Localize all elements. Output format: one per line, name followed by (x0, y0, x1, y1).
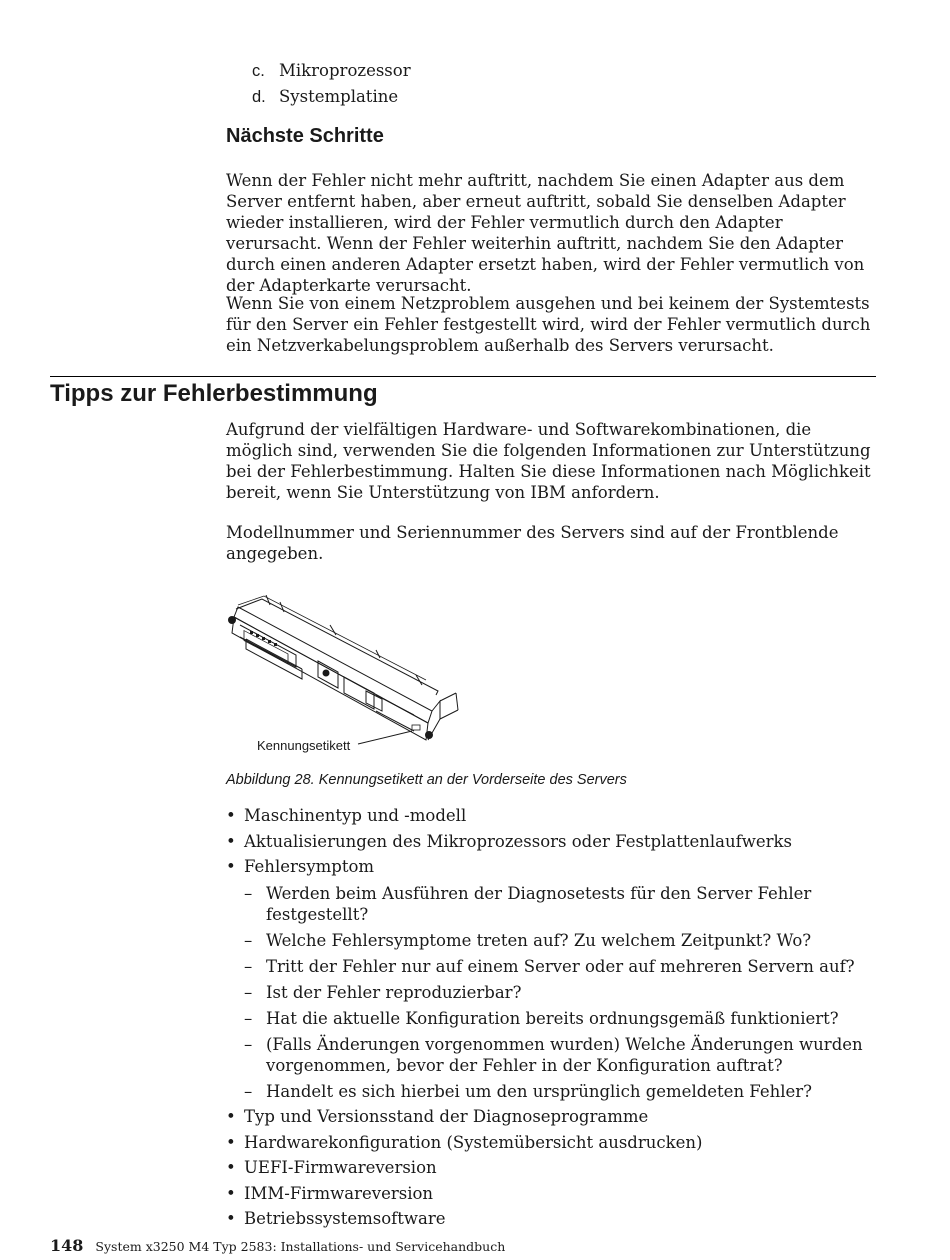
list-item (226, 1133, 876, 1153)
server-front-figure (226, 595, 476, 760)
list-item (252, 61, 411, 81)
label-pointer (358, 731, 412, 744)
list-item (226, 1158, 876, 1178)
list-item (226, 1184, 876, 1204)
sublist-item-text: Ist der Fehler reproduzierbar? (266, 982, 522, 1002)
symptom-sublist (244, 883, 876, 1102)
bezel-face (232, 617, 428, 740)
server-drawing (226, 595, 476, 760)
list-item-text: IMM-Firmwareversion (244, 1183, 434, 1203)
sublist-item (244, 1034, 876, 1076)
sublist-item-text: Hat die aktuelle Konfiguration bereits ordnungsgemäß funktioniert? (266, 1008, 839, 1028)
thumbscrew-icon (228, 616, 236, 624)
list-item-text: Maschinentyp und -modell (244, 806, 467, 825)
next-steps-paragraph-1: Wenn der Fehler nicht mehr auftritt, nachdem Sie einen Adapter aus dem Server entfernt haben, aber erneut auftritt, sobald Sie denselben Adapter wieder installieren, wird der Fehler vermutlich durch den Adapter verursacht. Wenn der Fehler weiterhin auftritt, nachdem Sie den Adapter durch einen anderen Adapter ersetzt haben, wird der Fehler vermutlich von der Adapterkarte verursacht. (226, 171, 865, 295)
list-item (252, 87, 398, 107)
sublist-item (244, 956, 876, 977)
sublist-item-text: Handelt es sich hierbei um den ursprünglich gemeldeten Fehler? (266, 1081, 813, 1101)
page-footer (50, 1236, 505, 1257)
list-item-text: Typ und Versionsstand der Diagnoseprogramme (244, 1107, 649, 1126)
next-steps-paragraph-2: Wenn Sie von einem Netzproblem ausgehen und bei keinem der Systemtests für den Server ein Fehler festgestellt wird, wird der Fehler vermutlich durch ein Netzverkabelungsproblem außerhalb des Servers verursacht. (226, 294, 871, 355)
thumbscrew-icon (425, 731, 433, 739)
server-top-edge (236, 599, 438, 695)
list-item (226, 1209, 876, 1229)
sublist-item (244, 982, 876, 1003)
list-item (226, 806, 876, 826)
info-list (226, 806, 876, 1235)
list-item-text: UEFI-Firmwareversion (244, 1158, 437, 1177)
list-item (226, 832, 876, 852)
sublist-item-text: (Falls Änderungen vorgenommen wurden) Welche Änderungen wurden vorgenommen, bevor der Fehler in der Konfiguration auftrat? (266, 1034, 863, 1075)
next-steps-heading: Nächste Schritte (226, 125, 384, 147)
tips-paragraph-2: Modellnummer und Seriennummer des Servers sind auf der Frontblende angegeben. (226, 523, 839, 563)
sublist-item (244, 883, 876, 925)
list-item-text: Mikroprozessor (279, 61, 411, 80)
list-item-text: Aktualisierungen des Mikroprozessors oder Festplattenlaufwerks (244, 831, 792, 851)
sublist-item-text: Werden beim Ausführen der Diagnosetests für den Server Fehler festgestellt? (266, 883, 812, 924)
sublist-item-text: Tritt der Fehler nur auf einem Server oder auf mehreren Servern auf? (266, 956, 855, 976)
list-marker: c. (252, 62, 265, 80)
footer-title: System x3250 M4 Typ 2583: Installations- und Servicehandbuch (95, 1239, 506, 1254)
section-divider (50, 376, 876, 377)
figure-label: Kennungsetikett (257, 738, 351, 753)
section-heading: Tipps zur Fehlerbestimmung (50, 380, 378, 407)
list-item-text: Hardwarekonfiguration (Systemübersicht ausdrucken) (244, 1132, 703, 1152)
list-item-text: Fehlersymptom (244, 857, 375, 876)
bezel-top (234, 607, 432, 723)
sublist-item (244, 1081, 876, 1102)
list-marker: d. (252, 88, 266, 106)
page-number: 148 (50, 1236, 84, 1255)
sublist-item (244, 930, 876, 951)
figure-caption: Abbildung 28. Kennungsetikett an der Vorderseite des Servers (226, 772, 627, 788)
sublist-item (244, 1008, 876, 1029)
tips-paragraph-1: Aufgrund der vielfältigen Hardware- und Softwarekombinationen, die möglich sind, verwenden Sie die folgenden Informationen zur Unterstützung bei der Fehlerbestimmung. Halten Sie diese Informationen nach Möglichkeit bereit, wenn Sie Unterstützung von IBM anfordern. (226, 420, 871, 502)
list-item-text: Systemplatine (279, 87, 399, 106)
list-item (226, 857, 876, 1102)
list-item (226, 1107, 876, 1127)
sublist-item-text: Welche Fehlersymptome treten auf? Zu welchem Zeitpunkt? Wo? (266, 930, 812, 950)
list-item-text: Betriebssystemsoftware (244, 1209, 446, 1228)
